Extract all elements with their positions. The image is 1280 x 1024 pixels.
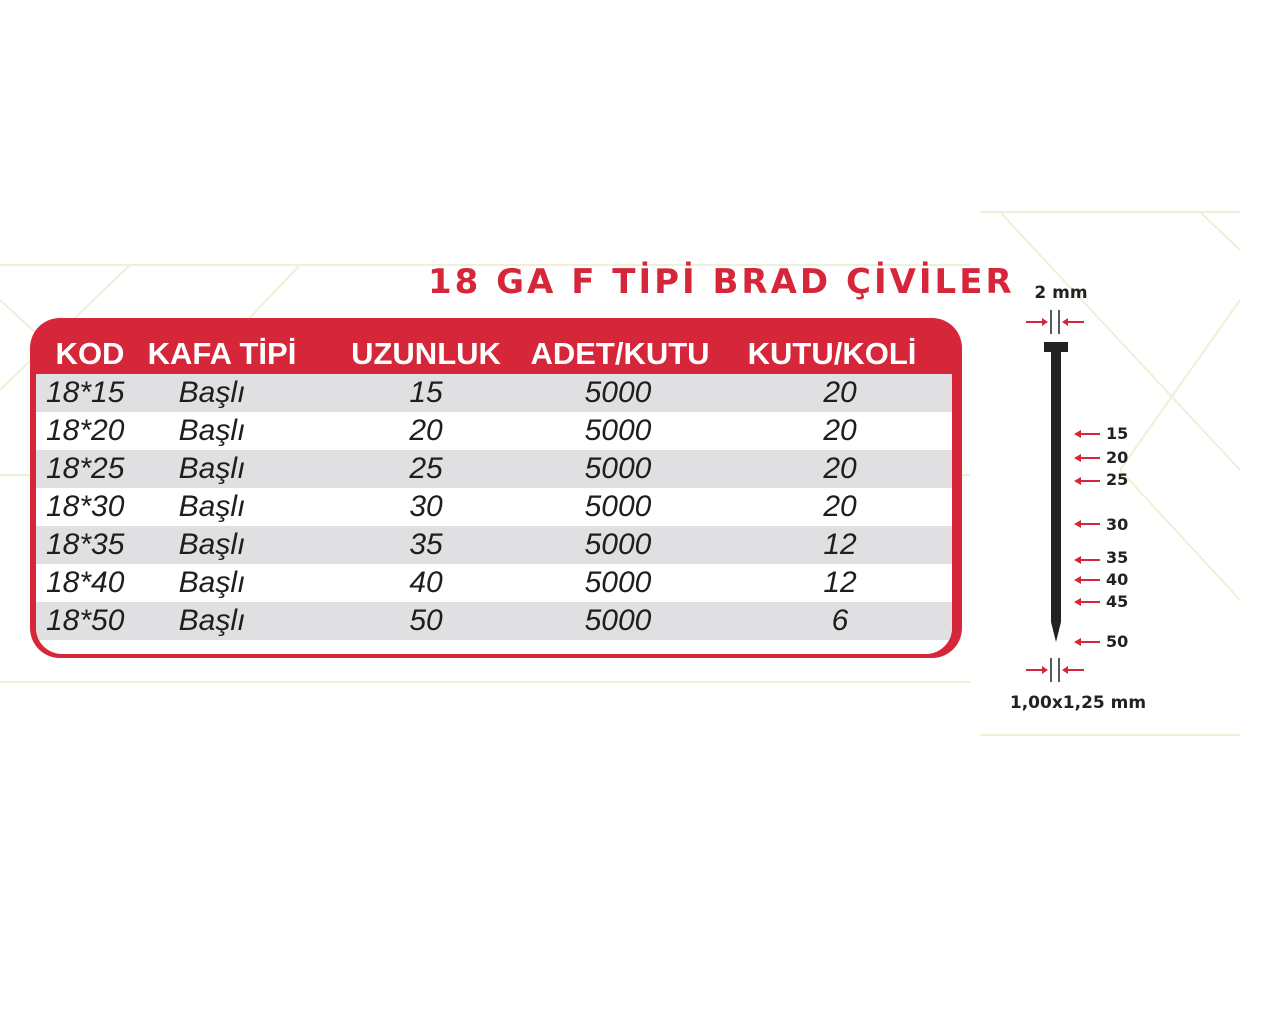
length-mark-arrows <box>1074 430 1100 646</box>
cell-kutu-koli: 6 <box>831 604 849 637</box>
column-header-kafa-tipi: KAFA TİPİ <box>147 336 297 371</box>
column-header-kutu-koli: KUTU/KOLİ <box>747 336 917 371</box>
table-row <box>36 450 952 488</box>
spec-table <box>30 318 962 658</box>
cell-adet-kutu: 5000 <box>584 528 652 561</box>
cell-uzunluk: 20 <box>409 414 443 447</box>
cell-kutu-koli: 20 <box>823 376 857 409</box>
column-header-uzunluk: UZUNLUK <box>351 336 501 371</box>
cell-kutu-koli: 20 <box>823 490 857 523</box>
length-mark-label: 40 <box>1106 570 1129 589</box>
nail-icon <box>1044 342 1068 642</box>
cell-kod: 18*35 <box>46 528 125 561</box>
table-row <box>36 564 952 602</box>
head-width-label: 2 mm <box>1034 283 1088 303</box>
shank-size-label: 1,00x1,25 mm <box>1009 693 1147 713</box>
table-row <box>36 602 952 640</box>
cell-uzunluk: 35 <box>409 528 443 561</box>
cell-uzunluk: 25 <box>409 452 443 485</box>
cell-kafa-tipi: Başlı <box>178 452 246 485</box>
cell-kafa-tipi: Başlı <box>178 604 246 637</box>
length-mark-label: 35 <box>1106 548 1129 567</box>
cell-kutu-koli: 12 <box>823 528 857 561</box>
cell-kafa-tipi: Başlı <box>178 566 246 599</box>
cell-kod: 18*30 <box>46 490 125 523</box>
cell-adet-kutu: 5000 <box>584 452 652 485</box>
column-header-kod: KOD <box>55 336 125 371</box>
cell-kafa-tipi: Başlı <box>178 376 246 409</box>
cell-kutu-koli: 20 <box>823 452 857 485</box>
cell-kutu-koli: 12 <box>823 566 857 599</box>
cell-kod: 18*50 <box>46 604 125 637</box>
table-body <box>36 374 952 654</box>
length-mark-label: 15 <box>1106 424 1129 443</box>
table-row <box>36 526 952 564</box>
length-mark-label: 50 <box>1106 632 1129 651</box>
cell-kod: 18*40 <box>46 566 125 599</box>
length-mark-label: 25 <box>1106 470 1129 489</box>
cell-kod: 18*15 <box>46 376 125 409</box>
head-width-marker <box>1026 310 1084 334</box>
cell-adet-kutu: 5000 <box>584 376 652 409</box>
page-title: 18 GA F TİPİ BRAD ÇİVİLER <box>428 262 1015 302</box>
cell-uzunluk: 50 <box>409 604 443 637</box>
table-header <box>30 326 962 376</box>
table-row <box>36 374 952 412</box>
length-mark-label: 20 <box>1106 448 1129 467</box>
nail-diagram <box>990 280 1190 720</box>
table-row <box>36 488 952 526</box>
cell-adet-kutu: 5000 <box>584 604 652 637</box>
length-mark-label: 30 <box>1106 515 1129 534</box>
cell-adet-kutu: 5000 <box>584 490 652 523</box>
table-row <box>36 412 952 450</box>
shank-size-marker <box>1026 658 1084 682</box>
cell-kod: 18*25 <box>46 452 125 485</box>
cell-kafa-tipi: Başlı <box>178 490 246 523</box>
cell-uzunluk: 15 <box>409 376 443 409</box>
cell-kafa-tipi: Başlı <box>178 528 246 561</box>
cell-adet-kutu: 5000 <box>584 414 652 447</box>
column-header-adet-kutu: ADET/KUTU <box>530 336 710 371</box>
cell-uzunluk: 30 <box>409 490 443 523</box>
cell-kutu-koli: 20 <box>823 414 857 447</box>
cell-kafa-tipi: Başlı <box>178 414 246 447</box>
cell-adet-kutu: 5000 <box>584 566 652 599</box>
cell-uzunluk: 40 <box>409 566 443 599</box>
length-mark-label: 45 <box>1106 592 1129 611</box>
cell-kod: 18*20 <box>46 414 125 447</box>
